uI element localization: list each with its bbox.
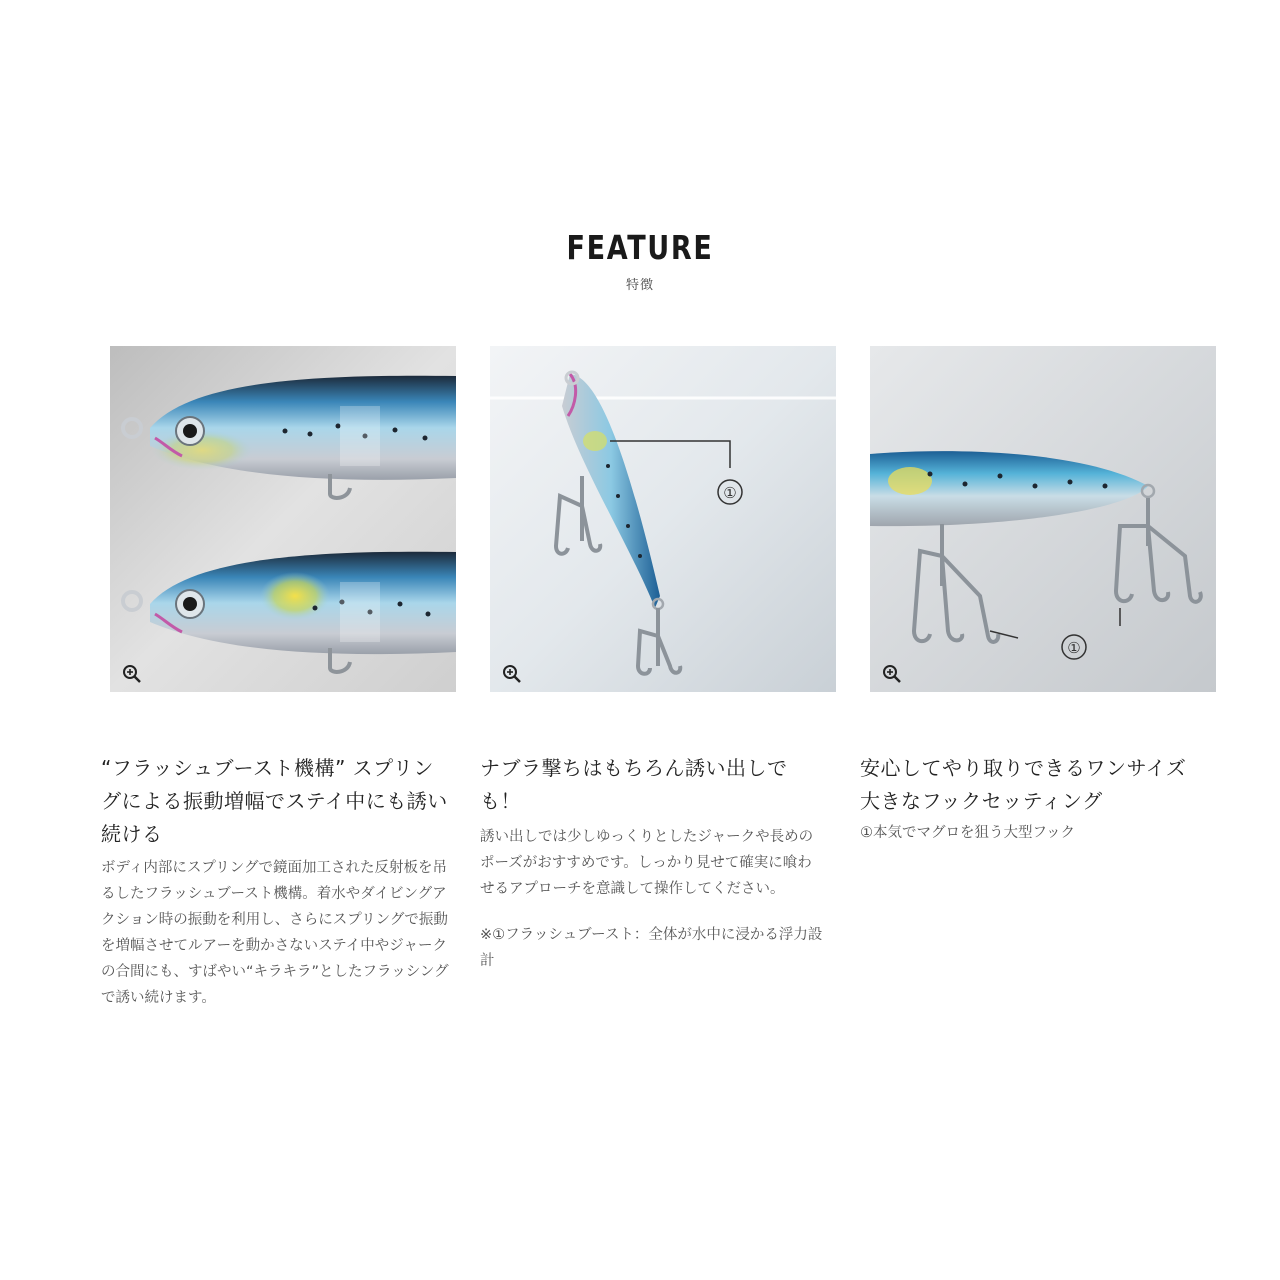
card-note: ※①フラッシュブースト：全体が水中に浸かる浮力設計 [480,927,823,969]
feature-card-3 [860,752,1205,846]
callout-number: ① [1067,639,1081,657]
lure-hooks-illustration [870,346,1216,692]
feature-header [0,228,1280,293]
zoom-in-icon[interactable] [502,664,522,684]
zoom-in-icon[interactable] [122,664,142,684]
feature-card-1 [101,752,451,1011]
section-title: FEATURE [566,228,714,267]
section-subtitle: 特徴 [625,278,654,293]
feature-image-2[interactable] [490,346,836,692]
lure-pair-illustration [110,346,456,692]
zoom-in-icon[interactable] [882,664,902,684]
feature-image-1[interactable] [110,346,456,692]
card-body: ボディ内部にスプリングで鏡面加工された反射板を吊るしたフラッシュブースト機構。着水やダイビングアクション時の振動を利用し、さらにスプリングで振動を増幅させてルアーを動かさないステイ中やジャークの合間にも、すばやい“キラキラ”としたフラッシングで誘い続けます。 [101,860,449,1006]
callout-number: ① [723,484,737,502]
card-body: 誘い出しでは少しゆっくりとしたジャークや長めのポーズがおすすめです。しっかり見せて確実に喰わせるアプローチを意識して操作してください。 [480,829,814,897]
feature-card-2 [480,752,825,974]
card-title: ナブラ撃ちはもちろん誘い出しでも！ [480,756,788,813]
feature-image-3[interactable] [870,346,1216,692]
card-body: ①本気でマグロを狙う大型フック [860,825,1075,841]
card-title: 安心してやり取りできるワンサイズ大きなフックセッティング [860,756,1187,813]
card-title: “フラッシュブースト機構” スプリングによる振動増幅でステイ中にも誘い続ける [101,756,448,846]
lure-vertical-illustration [490,346,836,692]
